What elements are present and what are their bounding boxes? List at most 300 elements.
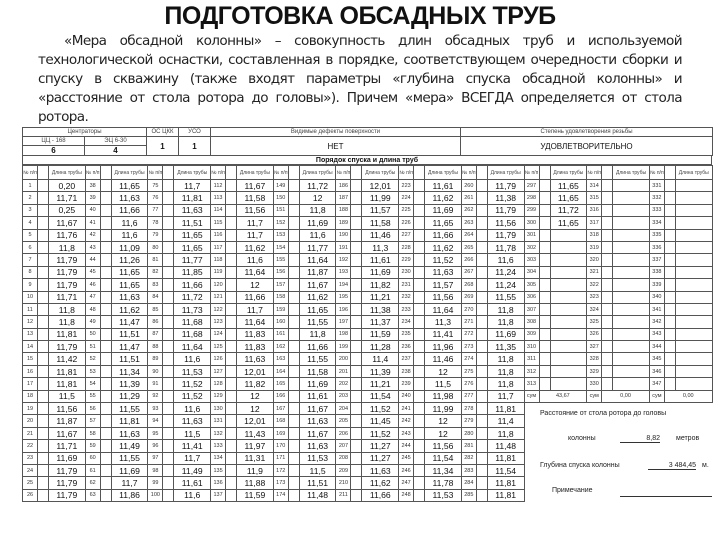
pipe-mark (100, 279, 111, 291)
pipe-mark (351, 341, 362, 353)
pipe-length: 11,69 (299, 378, 336, 390)
pipe-mark (100, 489, 111, 501)
pipe-number: 261 (461, 192, 476, 204)
pipe-mark (476, 279, 487, 291)
pipe-number: 277 (461, 390, 476, 402)
pipe-number: 347 (649, 378, 664, 390)
pipe-mark (226, 303, 237, 315)
pipe-number: 273 (461, 341, 476, 353)
pipe-number: 241 (399, 403, 414, 415)
pipe-length: 11,6 (299, 229, 336, 241)
pipe-length: 11,47 (111, 316, 148, 328)
pipe-length: 11,77 (299, 241, 336, 253)
pipe-number: 94 (148, 415, 163, 427)
pipe-length: 11,58 (299, 365, 336, 377)
pipe-mark (288, 241, 299, 253)
pipe-length: 11,58 (237, 192, 274, 204)
col-mark-header (351, 166, 362, 180)
sum-value: 0,00 (664, 390, 712, 402)
pipe-number: 197 (336, 316, 351, 328)
pipe-number: 170 (273, 440, 288, 452)
pipe-mark (351, 427, 362, 439)
pipe-mark (602, 378, 613, 390)
pipe-number: 7 (23, 254, 38, 266)
pipe-length: 11,62 (111, 303, 148, 315)
pipe-length: 11,55 (111, 403, 148, 415)
pipe-number: 19 (23, 403, 38, 415)
pipe-number: 93 (148, 403, 163, 415)
pipe-number: 132 (211, 427, 226, 439)
pipe-mark (100, 403, 111, 415)
pipe-mark (414, 353, 425, 365)
pipe-length: 11,6 (111, 217, 148, 229)
pipe-number: 135 (211, 464, 226, 476)
pipe-mark (288, 365, 299, 377)
pipe-length: 11,67 (49, 427, 86, 439)
pipe-number: 88 (148, 341, 163, 353)
pipe-number: 119 (211, 266, 226, 278)
pipe-number: 5 (23, 229, 38, 241)
pipe-number: 245 (399, 452, 414, 464)
table-row (23, 440, 713, 452)
pipe-length: 11,27 (362, 440, 399, 452)
pipe-length: 11,79 (487, 180, 524, 192)
pipe-length: 11,56 (425, 440, 462, 452)
pipe-mark (163, 229, 174, 241)
pipe-length: 0,25 (49, 204, 86, 216)
distance-label: Расстояние от стола ротора до головы (540, 410, 667, 417)
pipe-length: 11,61 (174, 477, 211, 489)
pipe-mark (288, 415, 299, 427)
pipe-length: 11,85 (174, 266, 211, 278)
pipe-length (675, 241, 712, 253)
pipe-mark (476, 365, 487, 377)
table-row (23, 303, 713, 315)
pipe-mark (288, 316, 299, 328)
pipe-mark (100, 229, 111, 241)
pipe-number: 14 (23, 341, 38, 353)
pipe-number: 244 (399, 440, 414, 452)
pipe-number: 302 (524, 241, 539, 253)
sum-label: сум (649, 390, 664, 402)
col-length-header: Длина трубы (237, 166, 274, 180)
pipe-mark (163, 254, 174, 266)
pipe-length (613, 266, 650, 278)
pipe-length: 11,41 (425, 328, 462, 340)
pipe-number: 122 (211, 303, 226, 315)
pipe-mark (414, 266, 425, 278)
col-length-header: Длина трубы (550, 166, 587, 180)
pipe-number: 343 (649, 328, 664, 340)
centralizer-1-label: ЦЦ - 168 (23, 137, 85, 146)
pipe-number: 305 (524, 279, 539, 291)
pipe-number: 327 (587, 341, 602, 353)
pipe-length (613, 279, 650, 291)
pipe-number: 26 (23, 489, 38, 501)
pipe-number: 116 (211, 229, 226, 241)
pipe-length: 11,26 (111, 254, 148, 266)
pipe-number: 338 (649, 266, 664, 278)
pipe-length: 11,66 (425, 229, 462, 241)
pipe-mark (664, 365, 675, 377)
pipe-number: 336 (649, 241, 664, 253)
pipe-mark (288, 204, 299, 216)
pipe-mark (100, 192, 111, 204)
pipe-number: 96 (148, 440, 163, 452)
pipe-length: 11,62 (425, 192, 462, 204)
pipe-mark (288, 489, 299, 501)
pipe-length: 11,24 (487, 279, 524, 291)
pipe-length: 11,38 (487, 192, 524, 204)
pipe-length: 11,63 (174, 415, 211, 427)
pipe-number: 159 (273, 303, 288, 315)
pipe-mark (38, 266, 49, 278)
pipe-length: 11,27 (362, 452, 399, 464)
pipe-number: 158 (273, 291, 288, 303)
pipe-mark (414, 241, 425, 253)
pipe-number: 301 (524, 229, 539, 241)
col-num-header: № п/п (649, 166, 664, 180)
pipe-length (675, 291, 712, 303)
pipe-mark (539, 316, 550, 328)
pipe-mark (351, 452, 362, 464)
pipe-number: 124 (211, 328, 226, 340)
pipe-mark (226, 279, 237, 291)
pipe-number: 304 (524, 266, 539, 278)
pipe-number: 16 (23, 365, 38, 377)
pipe-length: 11,61 (299, 390, 336, 402)
pipe-number: 18 (23, 390, 38, 402)
pipe-mark (351, 477, 362, 489)
pipe-mark (414, 341, 425, 353)
pipe-mark (539, 291, 550, 303)
pipe-length: 11,42 (49, 353, 86, 365)
pipe-length (550, 291, 587, 303)
sum-label: сум (587, 390, 602, 402)
pipe-mark (288, 440, 299, 452)
pipe-length: 11,53 (425, 489, 462, 501)
table-row (23, 378, 713, 390)
col-num-header: № п/п (336, 166, 351, 180)
pipe-number: 91 (148, 378, 163, 390)
pipe-number: 52 (85, 353, 100, 365)
sum-value: 43,67 (539, 390, 587, 402)
pipe-length: 11,46 (362, 229, 399, 241)
pipe-length: 11,63 (111, 427, 148, 439)
pipe-length: 11,49 (111, 440, 148, 452)
pipe-length: 11,52 (174, 390, 211, 402)
pipe-mark (476, 291, 487, 303)
pipe-mark (476, 440, 487, 452)
pipe-number: 98 (148, 464, 163, 476)
pipe-length (675, 204, 712, 216)
pipe-number: 283 (461, 464, 476, 476)
pipe-number: 326 (587, 328, 602, 340)
pipe-number: 276 (461, 378, 476, 390)
pipe-number: 330 (587, 378, 602, 390)
pipe-length: 11,54 (425, 452, 462, 464)
pipe-number: 174 (273, 489, 288, 501)
pipe-mark (414, 204, 425, 216)
pipe-number: 99 (148, 477, 163, 489)
pipe-mark (414, 303, 425, 315)
pipe-length (550, 378, 587, 390)
pipe-length: 11,63 (299, 440, 336, 452)
pipe-mark (602, 241, 613, 253)
pipe-number: 129 (211, 390, 226, 402)
pipe-length: 11,65 (111, 180, 148, 192)
pipe-number: 285 (461, 489, 476, 501)
pipe-number: 211 (336, 489, 351, 501)
pipe-number: 331 (649, 180, 664, 192)
col-num-header: № п/п (148, 166, 163, 180)
pipe-number: 120 (211, 279, 226, 291)
intro-paragraph: «Мера обсадной колонны» – совокупность длин обсадных труб и используемой технологической оснастки, составленная в порядке, соответствующем очередности сборки и спуску в скважину (также входят параметры «глубина спуска обсадной колонны» и «расстояние от стола ротора до головы»). Причем «мера» ВСЕГДА определяется от стола ротора. (38, 33, 682, 125)
pipe-number: 340 (649, 291, 664, 303)
pipe-mark (226, 341, 237, 353)
pipe-length (613, 316, 650, 328)
pipe-number: 167 (273, 403, 288, 415)
pipe-length (613, 241, 650, 253)
pipe-mark (38, 316, 49, 328)
pipe-mark (226, 241, 237, 253)
pipe-number: 281 (461, 440, 476, 452)
pipe-length: 11,63 (111, 192, 148, 204)
pipe-mark (163, 415, 174, 427)
pipe-length: 11,68 (174, 316, 211, 328)
table-row (23, 316, 713, 328)
pipe-mark (38, 415, 49, 427)
pipe-mark (100, 266, 111, 278)
pipe-number: 314 (587, 180, 602, 192)
col-num-header: № п/п (85, 166, 100, 180)
pipe-length: 11,28 (362, 341, 399, 353)
pipe-length: 11,69 (487, 328, 524, 340)
pipe-length: 11,72 (550, 204, 587, 216)
pipe-number: 150 (273, 192, 288, 204)
table-row (23, 254, 713, 266)
pipe-mark (226, 229, 237, 241)
pipe-length (613, 291, 650, 303)
pipe-number: 309 (524, 328, 539, 340)
pipe-length: 11,81 (111, 415, 148, 427)
pipe-mark (38, 489, 49, 501)
pipe-length: 11,35 (487, 341, 524, 353)
table-row (23, 353, 713, 365)
pipe-length: 11,5 (49, 390, 86, 402)
pipe-number: 95 (148, 427, 163, 439)
pipe-number: 85 (148, 303, 163, 315)
pipe-length: 11,67 (299, 427, 336, 439)
pipe-number: 154 (273, 241, 288, 253)
pipe-length: 11,52 (174, 378, 211, 390)
col-mark-header (100, 166, 111, 180)
pipe-number: 205 (336, 415, 351, 427)
pipe-length: 11,37 (362, 316, 399, 328)
col-length-header: Длина трубы (675, 166, 712, 180)
pipe-length: 11,82 (362, 279, 399, 291)
pipe-mark (226, 254, 237, 266)
pipe-mark (100, 254, 111, 266)
pipe-length: 11,65 (111, 279, 148, 291)
pipe-length (550, 303, 587, 315)
pipe-mark (100, 303, 111, 315)
pipe-number: 271 (461, 316, 476, 328)
pipe-mark (602, 229, 613, 241)
pipe-length: 11,69 (425, 204, 462, 216)
pipe-number: 270 (461, 303, 476, 315)
pipe-number: 45 (85, 266, 100, 278)
pipe-length: 12 (237, 279, 274, 291)
pipe-number: 284 (461, 477, 476, 489)
pipe-mark (163, 204, 174, 216)
pipe-mark (476, 180, 487, 192)
pipe-length: 11,65 (299, 303, 336, 315)
pipe-mark (38, 229, 49, 241)
pipe-number: 299 (524, 204, 539, 216)
pipe-mark (226, 180, 237, 192)
pipe-number: 208 (336, 452, 351, 464)
pipe-length: 11,7 (487, 390, 524, 402)
pipe-number: 300 (524, 217, 539, 229)
pipe-mark (288, 279, 299, 291)
pipe-mark (100, 291, 111, 303)
pipe-length (613, 365, 650, 377)
pipe-length: 11,65 (550, 217, 587, 229)
pipe-length: 11,81 (174, 192, 211, 204)
empty-cell (649, 477, 712, 489)
pipe-length: 11,39 (111, 378, 148, 390)
pipe-length: 11,62 (362, 477, 399, 489)
pipe-length: 11,67 (49, 217, 86, 229)
pipe-length: 11,81 (49, 365, 86, 377)
pipe-mark (602, 303, 613, 315)
pipe-length: 12 (425, 415, 462, 427)
pipe-number: 328 (587, 353, 602, 365)
centralizer-2-value: 4 (85, 146, 147, 156)
pipe-length: 11,8 (487, 316, 524, 328)
table-row (23, 192, 713, 204)
pipe-mark (602, 316, 613, 328)
pipe-number: 280 (461, 427, 476, 439)
uso-label: УСО (179, 128, 211, 137)
pipe-length: 11,39 (362, 365, 399, 377)
pipe-number: 206 (336, 427, 351, 439)
pipe-mark (351, 217, 362, 229)
pipe-mark (38, 464, 49, 476)
pipe-mark (288, 303, 299, 315)
pipe-length: 11,96 (425, 341, 462, 353)
pipe-length: 11,7 (174, 452, 211, 464)
pipe-length: 11,51 (111, 353, 148, 365)
pipe-number: 191 (336, 241, 351, 253)
pipe-length: 11,41 (174, 440, 211, 452)
pipe-length (675, 378, 712, 390)
pipe-mark (288, 403, 299, 415)
pipe-mark (539, 254, 550, 266)
pipe-mark (351, 254, 362, 266)
pipe-number: 240 (399, 390, 414, 402)
pipe-mark (414, 440, 425, 452)
pipe-length (675, 279, 712, 291)
col-mark-header (539, 166, 550, 180)
pipe-number: 157 (273, 279, 288, 291)
pipe-length: 12 (237, 390, 274, 402)
pipe-length: 11,49 (174, 464, 211, 476)
pipe-number: 190 (336, 229, 351, 241)
col-num-header: № п/п (587, 166, 602, 180)
pipe-number: 83 (148, 279, 163, 291)
pipe-mark (476, 328, 487, 340)
pipe-mark (664, 254, 675, 266)
pipe-number: 58 (85, 427, 100, 439)
pipe-length: 11,56 (425, 291, 462, 303)
pipe-mark (539, 279, 550, 291)
pipe-length: 11,67 (237, 180, 274, 192)
col-num-header: № п/п (399, 166, 414, 180)
pipe-length (675, 192, 712, 204)
pipe-number: 195 (336, 291, 351, 303)
pipe-number: 279 (461, 415, 476, 427)
pipe-length: 11,52 (362, 403, 399, 415)
pipe-mark (476, 452, 487, 464)
pipe-number: 311 (524, 353, 539, 365)
pipe-number: 153 (273, 229, 288, 241)
pipe-number: 186 (336, 180, 351, 192)
pipe-number: 265 (461, 241, 476, 253)
pipe-mark (351, 180, 362, 192)
pipe-length: 11,97 (237, 440, 274, 452)
pipe-number: 81 (148, 254, 163, 266)
pipe-number: 260 (461, 180, 476, 192)
pipe-mark (476, 266, 487, 278)
pipe-length (675, 180, 712, 192)
pipe-number: 87 (148, 328, 163, 340)
pipe-number: 346 (649, 365, 664, 377)
pipe-mark (163, 217, 174, 229)
table-row (23, 489, 713, 501)
uso-value: 1 (179, 137, 211, 156)
pipe-mark (226, 192, 237, 204)
pipe-mark (351, 489, 362, 501)
pipe-mark (664, 303, 675, 315)
pipe-number: 15 (23, 353, 38, 365)
depth-label: Глубина спуска колонны (540, 462, 620, 469)
pipe-mark (476, 341, 487, 353)
pipe-mark (539, 341, 550, 353)
pipe-length: 11,6 (487, 254, 524, 266)
pipe-number: 115 (211, 217, 226, 229)
pipe-number: 223 (399, 180, 414, 192)
pipe-mark (414, 217, 425, 229)
pipe-number: 316 (587, 204, 602, 216)
pipe-mark (226, 452, 237, 464)
pipe-length: 11,45 (362, 415, 399, 427)
pipe-number: 234 (399, 316, 414, 328)
table-row (23, 279, 713, 291)
pipe-number: 199 (336, 341, 351, 353)
pipe-mark (351, 204, 362, 216)
pipe-number: 2 (23, 192, 38, 204)
pipe-number: 262 (461, 204, 476, 216)
pipe-number: 84 (148, 291, 163, 303)
pipe-length: 11,52 (362, 427, 399, 439)
pipe-mark (476, 192, 487, 204)
pipe-mark (163, 365, 174, 377)
pipe-number: 77 (148, 204, 163, 216)
pipe-number: 21 (23, 427, 38, 439)
pipe-mark (664, 279, 675, 291)
